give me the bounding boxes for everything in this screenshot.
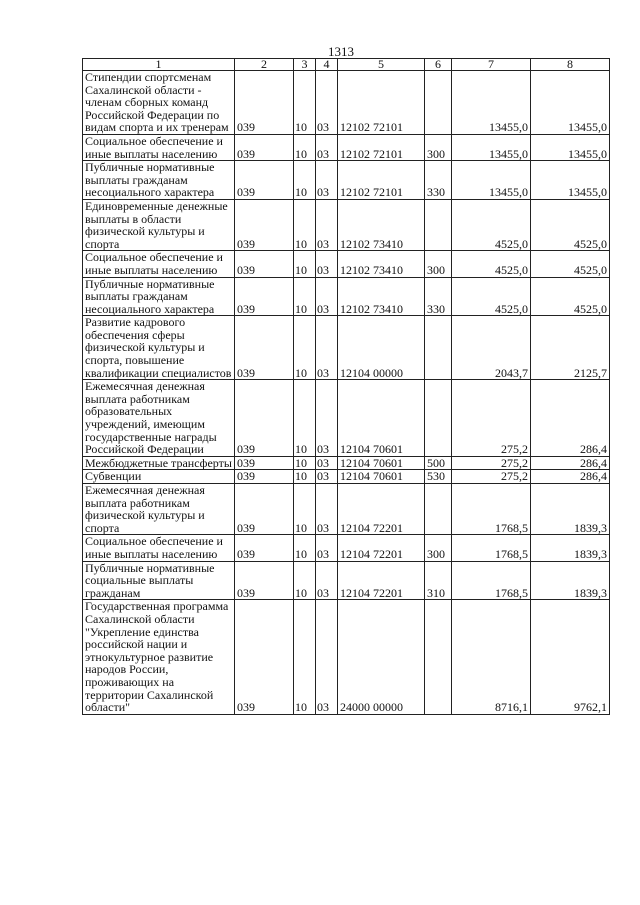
amount-year2-cell: 1839,3 [531,561,610,600]
ministry-code-cell: 039 [235,535,294,561]
expense-type-cell [425,199,452,250]
section-code-cell: 10 [294,380,316,457]
target-article-cell: 12104 70601 [338,456,425,470]
subsection-code-cell: 03 [316,600,338,714]
row-name-cell: Единовременные денежные выплаты в области физической культуры и спорта [83,199,235,250]
amount-year2-cell: 1839,3 [531,484,610,535]
row-name-cell: Публичные нормативные социальные выплаты гражданам [83,561,235,600]
expense-type-cell: 500 [425,456,452,470]
subsection-code-cell: 03 [316,535,338,561]
expense-type-cell: 330 [425,277,452,316]
amount-year1-cell: 275,2 [452,456,531,470]
page-number: 1313 [328,44,354,59]
table-row [83,456,610,470]
section-code-cell: 10 [294,470,316,484]
budget-table [82,58,610,715]
table-row [83,199,610,250]
amount-year1-cell: 13455,0 [452,161,531,200]
amount-year2-cell: 286,4 [531,380,610,457]
section-code-cell: 10 [294,535,316,561]
row-name-cell: Межбюджетные трансферты [83,456,235,470]
target-article-cell: 24000 00000 [338,600,425,714]
amount-year1-cell: 1768,5 [452,484,531,535]
ministry-code-cell: 039 [235,161,294,200]
subsection-code-cell: 03 [316,161,338,200]
target-article-cell: 12104 72201 [338,561,425,600]
row-name-cell: Развитие кадрового обеспечения сферы физической культуры и спорта, повышение квалификации специалистов [83,316,235,380]
row-name-cell: Публичные нормативные выплаты гражданам несоциального характера [83,161,235,200]
subsection-code-cell: 03 [316,380,338,457]
row-name-cell: Государственная программа Сахалинской области "Укрепление единства российской нации и этнокультурное развитие народов России, проживающих на территории Сахалинской области" [83,600,235,714]
amount-year1-cell: 4525,0 [452,277,531,316]
expense-type-cell [425,380,452,457]
amount-year1-cell: 4525,0 [452,251,531,277]
expense-type-cell [425,316,452,380]
section-code-cell: 10 [294,456,316,470]
target-article-cell: 12104 72201 [338,535,425,561]
section-code-cell: 10 [294,316,316,380]
expense-type-cell: 300 [425,535,452,561]
column-header: 7 [452,59,531,71]
column-header: 8 [531,59,610,71]
ministry-code-cell: 039 [235,134,294,160]
column-header: 5 [338,59,425,71]
row-name-cell: Публичные нормативные выплаты гражданам несоциального характера [83,277,235,316]
table-row [83,380,610,457]
target-article-cell: 12102 73410 [338,199,425,250]
ministry-code-cell: 039 [235,484,294,535]
amount-year1-cell: 275,2 [452,380,531,457]
amount-year1-cell: 1768,5 [452,561,531,600]
column-header: 4 [316,59,338,71]
subsection-code-cell: 03 [316,134,338,160]
amount-year1-cell: 2043,7 [452,316,531,380]
amount-year1-cell: 8716,1 [452,600,531,714]
expense-type-cell: 530 [425,470,452,484]
row-name-cell: Социальное обеспечение и иные выплаты населению [83,251,235,277]
amount-year1-cell: 13455,0 [452,71,531,135]
expense-type-cell [425,600,452,714]
target-article-cell: 12104 70601 [338,380,425,457]
amount-year2-cell: 286,4 [531,470,610,484]
amount-year1-cell: 4525,0 [452,199,531,250]
section-code-cell: 10 [294,199,316,250]
expense-type-cell [425,484,452,535]
target-article-cell: 12104 00000 [338,316,425,380]
amount-year2-cell: 4525,0 [531,251,610,277]
section-code-cell: 10 [294,600,316,714]
ministry-code-cell: 039 [235,380,294,457]
amount-year2-cell: 4525,0 [531,277,610,316]
table-row [83,316,610,380]
row-name-cell: Социальное обеспечение и иные выплаты населению [83,134,235,160]
ministry-code-cell: 039 [235,316,294,380]
section-code-cell: 10 [294,71,316,135]
column-header: 6 [425,59,452,71]
subsection-code-cell: 03 [316,484,338,535]
amount-year1-cell: 13455,0 [452,134,531,160]
ministry-code-cell: 039 [235,561,294,600]
table-row [83,535,610,561]
row-name-cell: Ежемесячная денежная выплата работникам физической культуры и спорта [83,484,235,535]
target-article-cell: 12102 72101 [338,134,425,160]
section-code-cell: 10 [294,251,316,277]
subsection-code-cell: 03 [316,199,338,250]
row-name-cell: Социальное обеспечение и иные выплаты населению [83,535,235,561]
target-article-cell: 12104 72201 [338,484,425,535]
expense-type-cell: 300 [425,251,452,277]
subsection-code-cell: 03 [316,316,338,380]
ministry-code-cell: 039 [235,600,294,714]
amount-year2-cell: 13455,0 [531,161,610,200]
amount-year2-cell: 2125,7 [531,316,610,380]
row-name-cell: Стипендии спортсменам Сахалинской области - членам сборных команд Российской Федерации по видам спорта и их тренерам [83,71,235,135]
amount-year2-cell: 13455,0 [531,134,610,160]
table-row [83,484,610,535]
subsection-code-cell: 03 [316,71,338,135]
expense-type-cell: 310 [425,561,452,600]
table-header-row [83,59,610,71]
table-row [83,277,610,316]
expense-type-cell: 330 [425,161,452,200]
column-header: 3 [294,59,316,71]
section-code-cell: 10 [294,561,316,600]
section-code-cell: 10 [294,161,316,200]
subsection-code-cell: 03 [316,470,338,484]
target-article-cell: 12102 72101 [338,71,425,135]
table-row [83,470,610,484]
target-article-cell: 12104 70601 [338,470,425,484]
target-article-cell: 12102 73410 [338,251,425,277]
subsection-code-cell: 03 [316,251,338,277]
ministry-code-cell: 039 [235,277,294,316]
section-code-cell: 10 [294,277,316,316]
target-article-cell: 12102 72101 [338,161,425,200]
amount-year2-cell: 1839,3 [531,535,610,561]
expense-type-cell: 300 [425,134,452,160]
table-row [83,561,610,600]
table-row [83,251,610,277]
expense-type-cell [425,71,452,135]
ministry-code-cell: 039 [235,199,294,250]
section-code-cell: 10 [294,484,316,535]
amount-year2-cell: 13455,0 [531,71,610,135]
table-row [83,134,610,160]
amount-year2-cell: 4525,0 [531,199,610,250]
subsection-code-cell: 03 [316,561,338,600]
ministry-code-cell: 039 [235,470,294,484]
ministry-code-cell: 039 [235,251,294,277]
table-row [83,71,610,135]
ministry-code-cell: 039 [235,71,294,135]
amount-year1-cell: 1768,5 [452,535,531,561]
target-article-cell: 12102 73410 [338,277,425,316]
subsection-code-cell: 03 [316,277,338,316]
row-name-cell: Субвенции [83,470,235,484]
section-code-cell: 10 [294,134,316,160]
amount-year1-cell: 275,2 [452,470,531,484]
subsection-code-cell: 03 [316,456,338,470]
table-row [83,161,610,200]
table-row [83,600,610,714]
row-name-cell: Ежемесячная денежная выплата работникам образовательных учреждений, имеющим государственные награды Российской Федерации [83,380,235,457]
column-header: 2 [235,59,294,71]
column-header: 1 [83,59,235,71]
ministry-code-cell: 039 [235,456,294,470]
amount-year2-cell: 9762,1 [531,600,610,714]
amount-year2-cell: 286,4 [531,456,610,470]
